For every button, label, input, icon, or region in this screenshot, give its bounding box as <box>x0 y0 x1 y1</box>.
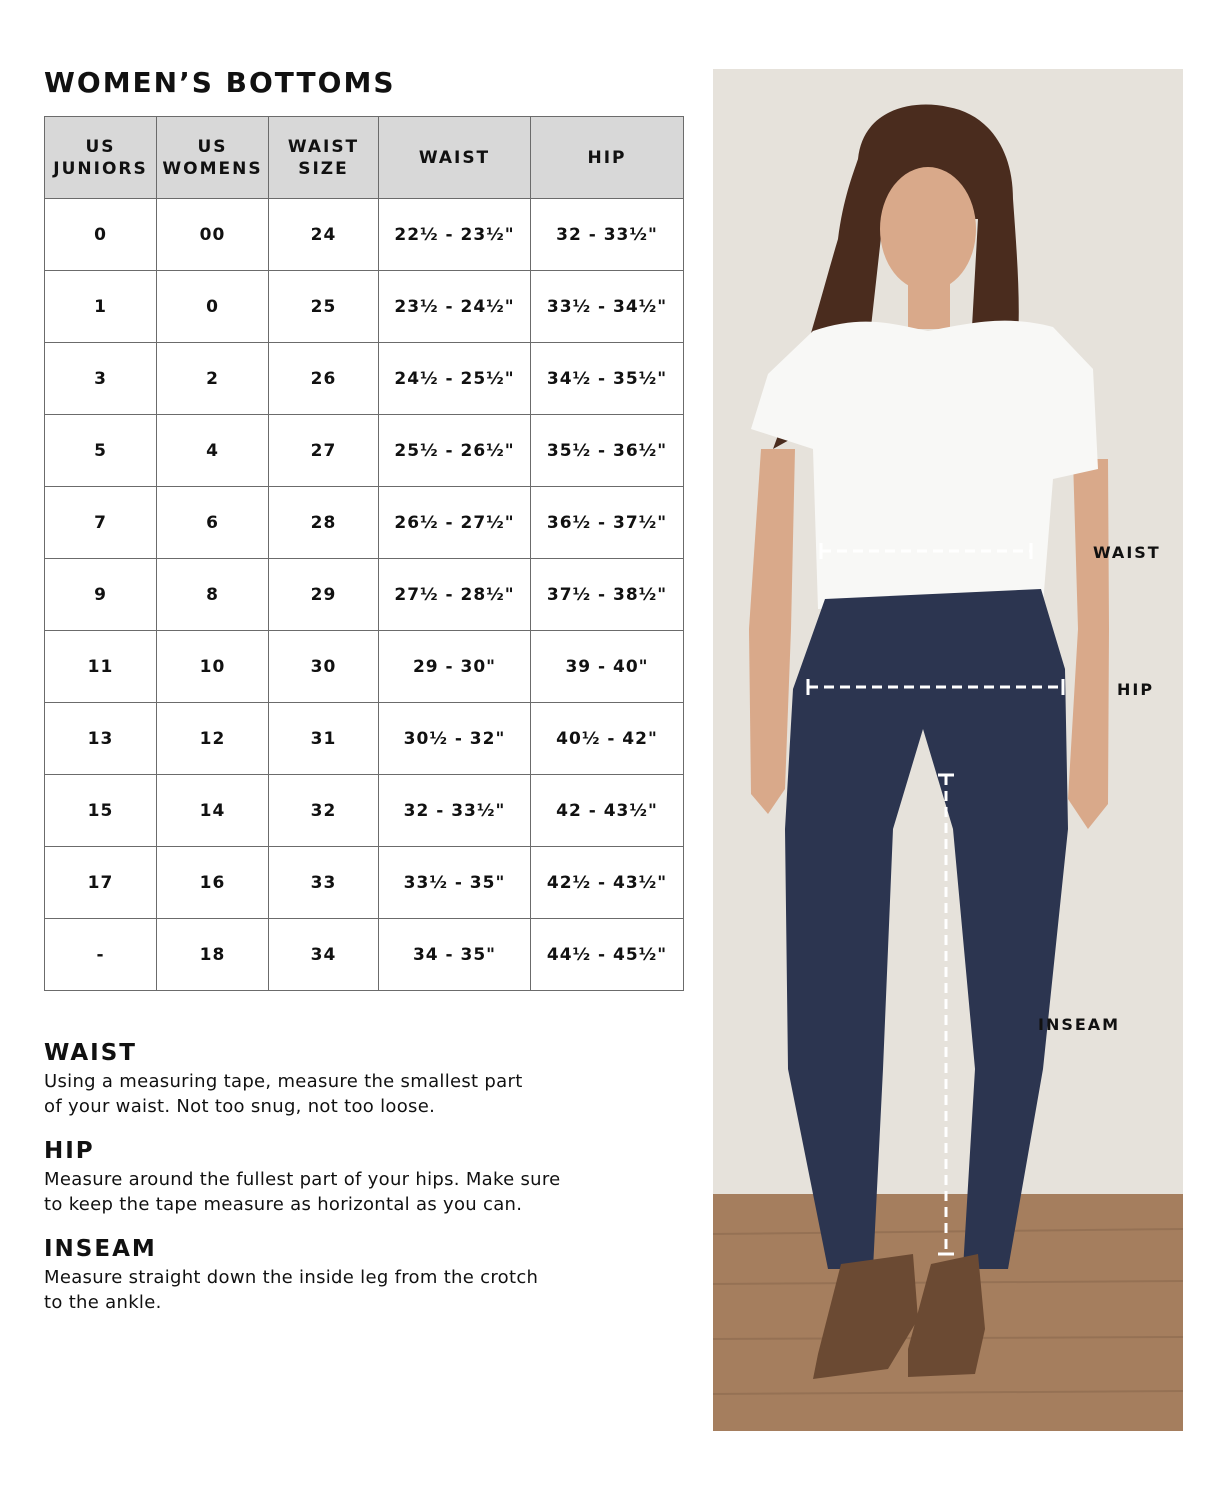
column-header-line: WOMENS <box>162 158 263 179</box>
table-cell: 0 <box>157 271 269 343</box>
column-header-line: HIP <box>587 147 627 168</box>
note-title: HIP <box>44 1138 95 1164</box>
column-header <box>269 117 379 199</box>
model-illustration <box>713 69 1183 1431</box>
note-inseam <box>44 1236 644 1315</box>
table-row <box>45 343 684 415</box>
table-cell: 24½ - 25½" <box>379 343 531 415</box>
table-cell: 18 <box>157 919 269 991</box>
table-cell: 11 <box>45 631 157 703</box>
table-cell: 8 <box>157 559 269 631</box>
table-cell: 9 <box>45 559 157 631</box>
table-cell: 42½ - 43½" <box>531 847 684 919</box>
table-cell: 24 <box>269 199 379 271</box>
table-cell: 10 <box>157 631 269 703</box>
face <box>880 167 976 291</box>
table-cell: 5 <box>45 415 157 487</box>
table-cell: 4 <box>157 415 269 487</box>
column-header-line: WAIST <box>418 147 491 168</box>
table-cell: 42 - 43½" <box>531 775 684 847</box>
table-cell: 40½ - 42" <box>531 703 684 775</box>
table-cell: 3 <box>45 343 157 415</box>
table-cell: 31 <box>269 703 379 775</box>
table-cell: 26 <box>269 343 379 415</box>
note-waist <box>44 1040 644 1119</box>
table-cell: 16 <box>157 847 269 919</box>
column-header <box>45 117 157 199</box>
table-cell: 6 <box>157 487 269 559</box>
table-cell: 23½ - 24½" <box>379 271 531 343</box>
table-cell: 00 <box>157 199 269 271</box>
table-cell: 29 <box>269 559 379 631</box>
table-cell: 33½ - 35" <box>379 847 531 919</box>
column-header <box>157 117 269 199</box>
note-hip <box>44 1138 644 1217</box>
table-cell: 1 <box>45 271 157 343</box>
table-cell: 15 <box>45 775 157 847</box>
table-cell: 30½ - 32" <box>379 703 531 775</box>
table-cell: 22½ - 23½" <box>379 199 531 271</box>
table-row <box>45 271 684 343</box>
table-cell: 0 <box>45 199 157 271</box>
table-row <box>45 631 684 703</box>
table-cell: 37½ - 38½" <box>531 559 684 631</box>
table-row <box>45 559 684 631</box>
table-cell: 32 - 33½" <box>379 775 531 847</box>
column-header-line: US <box>197 136 228 157</box>
table-cell: 27½ - 28½" <box>379 559 531 631</box>
table-cell: 12 <box>157 703 269 775</box>
table-cell: 27 <box>269 415 379 487</box>
table-cell: 25 <box>269 271 379 343</box>
table-cell: 34½ - 35½" <box>531 343 684 415</box>
column-header-line: JUNIORS <box>53 158 148 179</box>
column-header <box>531 117 684 199</box>
table-cell: 35½ - 36½" <box>531 415 684 487</box>
table-cell: 26½ - 27½" <box>379 487 531 559</box>
column-header-line: SIZE <box>298 158 349 179</box>
table-cell: 25½ - 26½" <box>379 415 531 487</box>
table-cell: 36½ - 37½" <box>531 487 684 559</box>
column-header-line: US <box>85 136 116 157</box>
inseam-label: INSEAM <box>1038 1015 1121 1034</box>
note-text: Using a measuring tape, measure the smallest part of your waist. Not too snug, not too loose. <box>44 1071 523 1117</box>
column-header <box>379 117 531 199</box>
table-cell: 7 <box>45 487 157 559</box>
model-photo <box>713 69 1183 1431</box>
table-row <box>45 847 684 919</box>
table-cell: 33½ - 34½" <box>531 271 684 343</box>
table-cell: 34 - 35" <box>379 919 531 991</box>
table-row <box>45 775 684 847</box>
table-cell: 14 <box>157 775 269 847</box>
table-header-row <box>45 117 684 199</box>
table-cell: 2 <box>157 343 269 415</box>
table-row <box>45 415 684 487</box>
table-cell: 32 - 33½" <box>531 199 684 271</box>
table-cell: 33 <box>269 847 379 919</box>
table-body <box>45 199 684 991</box>
table-row <box>45 919 684 991</box>
note-title: WAIST <box>44 1040 137 1066</box>
note-text: Measure around the fullest part of your hips. Make sure to keep the tape measure as horizontal as you can. <box>44 1169 561 1215</box>
table-cell: - <box>45 919 157 991</box>
table-row <box>45 703 684 775</box>
column-header-line: WAIST <box>287 136 360 157</box>
table-cell: 32 <box>269 775 379 847</box>
note-text: Measure straight down the inside leg from the crotch to the ankle. <box>44 1267 539 1313</box>
table-cell: 29 - 30" <box>379 631 531 703</box>
table-cell: 44½ - 45½" <box>531 919 684 991</box>
table-cell: 13 <box>45 703 157 775</box>
table-cell: 34 <box>269 919 379 991</box>
hip-label: HIP <box>1117 680 1155 699</box>
waist-label: WAIST <box>1093 543 1161 562</box>
note-title: INSEAM <box>44 1236 157 1262</box>
neck <box>908 279 950 329</box>
measurement-notes <box>44 1040 644 1334</box>
table-cell: 39 - 40" <box>531 631 684 703</box>
page-title: WOMEN’S BOTTOMS <box>44 66 396 99</box>
table-cell: 30 <box>269 631 379 703</box>
table-row <box>45 487 684 559</box>
table-cell: 17 <box>45 847 157 919</box>
table-cell: 28 <box>269 487 379 559</box>
size-chart-table <box>44 116 684 991</box>
table-row <box>45 199 684 271</box>
